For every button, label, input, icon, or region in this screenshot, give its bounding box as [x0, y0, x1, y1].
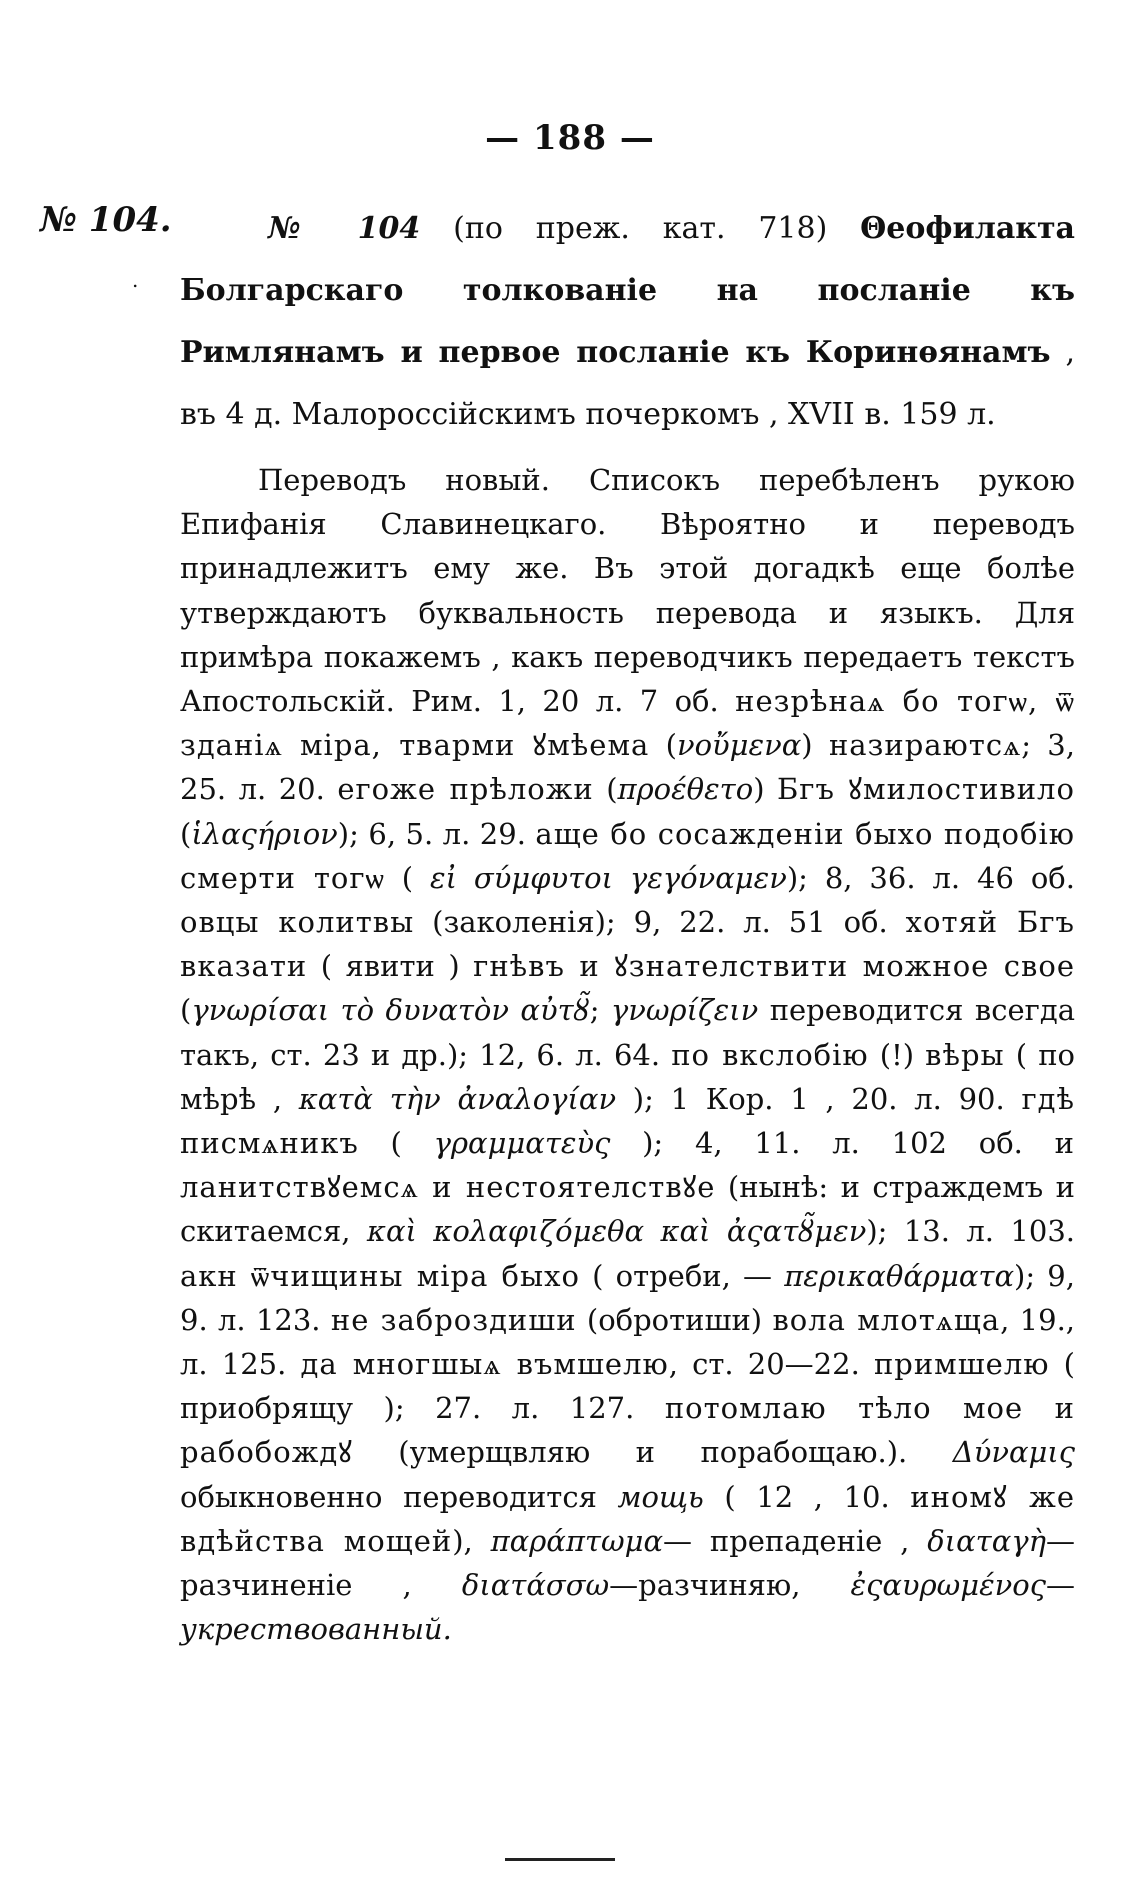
slavonic-quote: примшелю	[873, 1347, 1050, 1382]
body-text-run: —разчиненіе ,	[180, 1523, 1075, 1603]
slavonic-quote: не заброздиши	[330, 1302, 577, 1337]
body-text-run: ( явити )	[307, 949, 474, 984]
body-text-run: (	[180, 993, 192, 1028]
slavonic-quote: по вкслобію	[671, 1037, 869, 1072]
greek-quote: νοὔμενα	[676, 728, 802, 763]
body-text-run: (умерщвляю и порабощаю.).	[352, 1435, 953, 1470]
body-text-run: ( приобрящу ); 27. л. 127.	[180, 1347, 1075, 1426]
slavonic-quote: гнѣвъ и ꙋзнателствити можное свое	[473, 949, 1075, 984]
slavonic-quote: егоже прѣложи	[337, 772, 594, 807]
slavonic-quote: вѣры	[925, 1037, 1005, 1072]
body-text-run: , ст. 20—22.	[668, 1347, 874, 1382]
greek-quote: παράπτωμα	[490, 1523, 664, 1558]
slavonic-quote: и ланитствꙋемсѧ и нестоятелствꙋе	[180, 1126, 1075, 1205]
greek-quote: κατὰ τὴν ἀναλογίαν	[298, 1081, 617, 1116]
body-text-run: (	[593, 772, 618, 807]
body-text-run: , 19., л. 125.	[180, 1302, 1076, 1382]
margin-entry-number: № 104.	[40, 200, 172, 240]
margin-mark: .	[132, 268, 139, 292]
body-text-run: ( отреби, —	[579, 1258, 785, 1293]
entry-title: Θеофилакта Болгарскаго толкованіе на посланіе къ Римлянамъ и первое посланіе къ Коринѳянамъ	[180, 211, 1075, 370]
body-text-run: (!)	[868, 1037, 926, 1072]
entry-details: , въ 4 д. Малороссійскимъ почеркомъ , XVII в. 159 л.	[180, 335, 1075, 432]
body-text-run: ( по мѣрѣ ,	[180, 1037, 1075, 1116]
slavonic-quote: аще бо сосажденіи быхо подобію смерти тогѡ	[180, 816, 1075, 895]
body-text-run: (нынѣ: и страждемъ и скитаемся,	[180, 1170, 1075, 1249]
body-text-run: ); 1 Кор. 1 , 20. л. 90.	[616, 1081, 1022, 1116]
page-number: — 188 —	[485, 118, 655, 158]
greek-quote: περικαθάρματα	[784, 1258, 1015, 1293]
entry-number: № 104	[268, 211, 421, 246]
greek-quote: διαταγὴ	[927, 1523, 1046, 1558]
body-text-run: ); 13. л. 103.	[866, 1214, 1075, 1249]
slavonic-quote: назираютсѧ	[828, 728, 1022, 763]
greek-quote: γραμματεὺς	[433, 1126, 611, 1161]
body-text-run: Переводъ новый. Списокъ перебѣленъ рукою Епифанія Славинецкаго. Вѣроятно и переводъ принадлежитъ ему же. Въ этой догадкѣ еще болѣе утверждаютъ буквальность перевода и языкъ. Для примѣра покажемъ , какъ переводчикъ передаетъ текстъ Апостольскій. Рим. 1, 20 л. 7 об.	[180, 463, 1075, 719]
slavonic-quote: да многшыѧ въмшелю	[300, 1347, 669, 1382]
greek-quote: ἱλαςήριον	[191, 816, 338, 851]
slavonic-quote: овцы колитвы	[180, 905, 415, 940]
slavonic-quote: незрѣнаѧ бо тогѡ, ѿ зданіѧ міра, тварми ꙋмѣема	[180, 684, 1075, 763]
body-text-run: ); 9, 9. л. 123.	[180, 1258, 1075, 1337]
body-text-run: (	[180, 816, 192, 851]
greek-quote: укрествованный.	[180, 1612, 452, 1647]
body-text-run: обыкновенно переводится	[180, 1479, 618, 1514]
body-text-run: —	[1046, 1568, 1075, 1603]
greek-quote: γνωρίσαι τὸ δυνατὸν αὐτȣ̃	[191, 993, 590, 1028]
body-text-run: — препаденіе ,	[663, 1523, 928, 1558]
body-text-run: ;	[589, 993, 611, 1028]
body-text-run: (	[358, 1126, 434, 1161]
slavonic-quote: иномꙋ же вдѣйства мощей	[180, 1479, 1075, 1558]
body-text-run: ; 3, 25. л. 20.	[180, 728, 1075, 807]
bottom-rule	[505, 1858, 615, 1861]
description-paragraph	[180, 458, 1075, 1651]
catalog-entry	[180, 198, 1075, 446]
body-text-run: (	[384, 860, 431, 895]
body-text-run: переводится всегда такъ, ст. 23 и др.); 12, 6. л. 64.	[180, 993, 1075, 1072]
slavonic-quote: вола млотѧща	[772, 1302, 1001, 1337]
body-text-run: (заколенія); 9, 22. л. 51 об.	[414, 905, 906, 940]
entry-prior-catalog: (по преж. кат. 718)	[420, 211, 861, 246]
slavonic-quote: акн ѿчищины міра быхо	[180, 1258, 580, 1293]
slavonic-quote: хотяй Бгъ вказати	[180, 905, 1075, 984]
body-text-run: ); 6, 5. л. 29.	[337, 816, 536, 851]
slavonic-quote: гдѣ писмѧникъ	[180, 1081, 1075, 1161]
greek-quote: мощь	[617, 1479, 704, 1514]
greek-quote: προέθετο	[617, 772, 754, 807]
greek-quote: διατάσσω	[461, 1568, 610, 1603]
body-text-run: )	[801, 728, 829, 763]
greek-quote: ἐςαυρωμένος	[850, 1568, 1046, 1603]
body-text-run: )	[753, 772, 777, 807]
greek-quote: καὶ κολαφιζόμεθα καὶ ἀςατȣ̃μεν	[366, 1214, 867, 1249]
body-text-run: —разчиняю,	[609, 1568, 851, 1603]
body-text-run: ); 8, 36. л. 46 об.	[786, 860, 1075, 895]
body-text-run: (обротиши)	[576, 1302, 773, 1337]
body-text-run: ( 12 , 10.	[703, 1479, 911, 1514]
greek-quote: γνωρίζειν	[610, 993, 759, 1028]
body-text-run: ); 4, 11. л. 102 об.	[610, 1126, 1055, 1161]
greek-quote: Δύναμις	[952, 1435, 1075, 1470]
body-text-run: ),	[452, 1523, 491, 1558]
slavonic-quote: потомлаю тѣло мое и рабобождꙋ	[180, 1391, 1075, 1470]
slavonic-quote: Бгъ ꙋмилостивило	[776, 772, 1075, 807]
body-text-run: (	[649, 728, 677, 763]
greek-quote: εἰ σύμφυτοι γεγόναμεν	[430, 860, 787, 895]
